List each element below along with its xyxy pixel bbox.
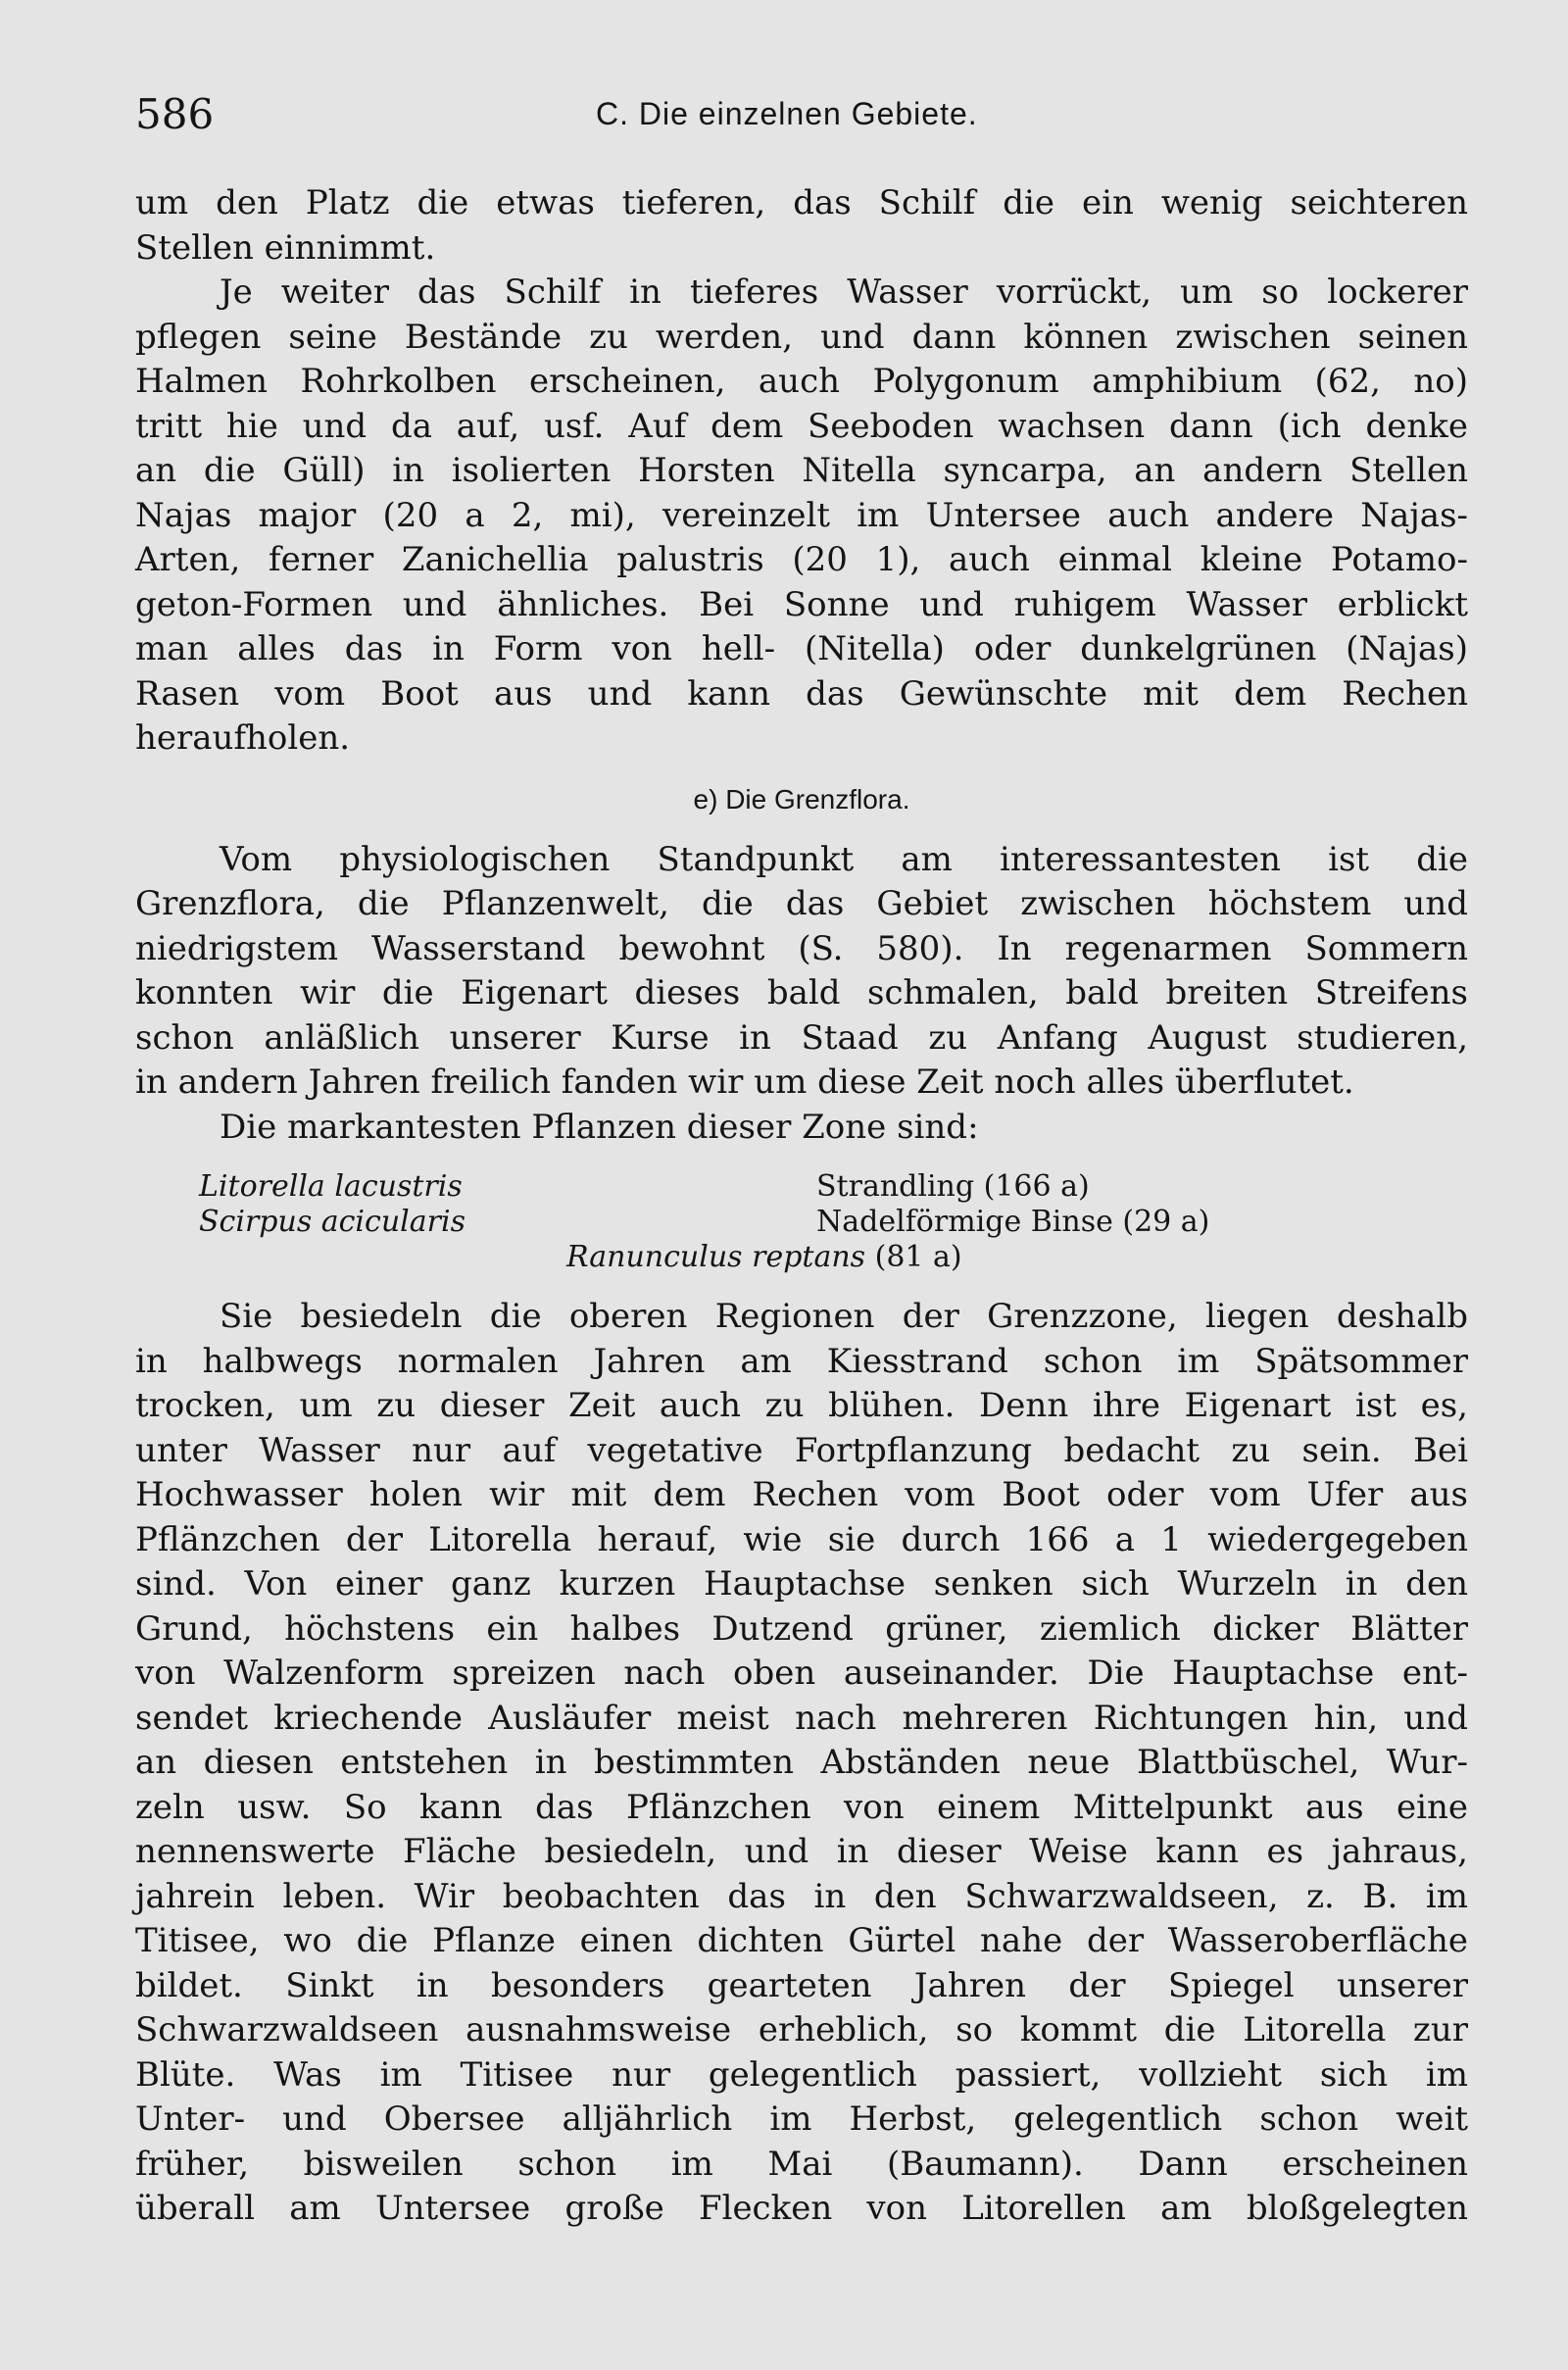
text-line: jahrein leben. Wir beobachten das in den Schwarzwaldseen, z. B. im	[135, 1876, 1468, 1916]
text-line: in andern Jahren freilich fanden wir um diese Zeit noch alles überflutet.	[135, 1062, 1354, 1102]
plant-german-name: Nadelförmige Binse (29 a)	[816, 1205, 1210, 1239]
plant-german-name: Strandling (166 a)	[816, 1169, 1090, 1204]
paragraph-4	[135, 1106, 1468, 1151]
paragraph-3	[135, 838, 1468, 1106]
running-title: C. Die einzelnen Gebiete.	[596, 96, 978, 131]
text-line: Titisee, wo die Pflanze einen dichten Gürtel nahe der Wasseroberfläche	[135, 1921, 1468, 1960]
text-line: Grund, höchstens ein halbes Dutzend grüner, ziemlich dicker Blätter	[135, 1608, 1468, 1649]
text-line: früher, bisweilen schon im Mai (Baumann). Dann erscheinen	[135, 2144, 1468, 2184]
text-line: überall am Untersee große Flecken von Litorellen am bloßgelegten	[135, 2189, 1468, 2228]
plant-row	[135, 1205, 1468, 1240]
plant-latin-name: Scirpus acicularis	[199, 1205, 466, 1239]
text-line: Die markantesten Pflanzen dieser Zone sind:	[220, 1107, 979, 1147]
text-line: sind. Von einer ganz kurzen Hauptachse senken sich Wurzeln in den	[135, 1564, 1468, 1604]
text-line: heraufholen.	[135, 718, 351, 758]
text-line: Arten, ferner Zanichellia palustris (20 1), auch einmal kleine Potamo-	[135, 540, 1468, 579]
text-line: Je weiter das Schilf in tieferes Wasser vorrückt, um so lockerer	[220, 272, 1468, 312]
plant-center-entry	[566, 1240, 962, 1275]
text-line: um den Platz die etwas tieferen, das Schilf die ein wenig seichteren	[135, 183, 1468, 222]
plant-row	[135, 1169, 1468, 1205]
page-header	[135, 90, 1468, 149]
page-number: 586	[135, 90, 215, 138]
text-line: Pflänzchen der Litorella herauf, wie sie durch 166 a 1 wiedergegeben	[135, 1519, 1468, 1559]
text-line: Halmen Rohrkolben erscheinen, auch Polygonum amphibium (62, no)	[135, 362, 1468, 401]
text-line: Blüte. Was im Titisee nur gelegentlich passiert, vollzieht sich im	[135, 2054, 1468, 2095]
text-line: geton-Formen und ähnliches. Bei Sonne und ruhigem Wasser erblickt	[135, 584, 1468, 624]
plant-latin-name: Ranunculus reptans	[566, 1240, 866, 1274]
text-line: Rasen vom Boot aus und kann das Gewünschte mit dem Rechen	[135, 673, 1468, 714]
text-line: Sie besiedeln die oberen Regionen der Grenzzone, liegen deshalb	[220, 1297, 1468, 1336]
section-heading: e) Die Grenzflora.	[693, 783, 910, 815]
text-line: schon anläßlich unserer Kurse in Staad zu Anfang August studieren,	[135, 1017, 1468, 1058]
text-line: zeln usw. So kann das Pflänzchen von einem Mittelpunkt aus eine	[135, 1787, 1468, 1827]
text-line: an die Güll) in isolierten Horsten Nitella syncarpa, an andern Stellen	[135, 451, 1468, 490]
text-line: konnten wir die Eigenart dieses bald schmalen, bald breiten Streifens	[135, 973, 1468, 1012]
paragraph-2	[135, 271, 1468, 762]
text-line: Najas major (20 a 2, mi), vereinzelt im Untersee auch andere Najas-	[135, 495, 1468, 535]
text-line: Grenzflora, die Pflanzenwelt, die das Gebiet zwischen höchstem und	[135, 884, 1468, 923]
text-line: an diesen entstehen in bestimmten Abständen neue Blattbüschel, Wur-	[135, 1743, 1468, 1782]
text-line: niedrigstem Wasserstand bewohnt (S. 580). In regenarmen Sommern	[135, 928, 1468, 968]
text-line: Schwarzwaldseen ausnahmsweise erheblich, so kommt die Litorella zur	[135, 2010, 1468, 2049]
text-line: trocken, um zu dieser Zeit auch zu blühen. Denn ihre Eigenart ist es,	[135, 1386, 1468, 1425]
text-line: Vom physiologischen Standpunkt am interessantesten ist die	[220, 839, 1468, 879]
plant-reference: (81 a)	[874, 1240, 962, 1274]
text-line: in halbwegs normalen Jahren am Kiesstrand schon im Spätsommer	[135, 1341, 1468, 1381]
text-line: Unter- und Obersee alljährlich im Herbst, gelegentlich schon weit	[135, 2099, 1468, 2139]
text-line: Hochwasser holen wir mit dem Rechen vom Boot oder vom Ufer aus	[135, 1475, 1468, 1514]
plant-latin-name: Litorella lacustris	[199, 1169, 463, 1204]
text-line: tritt hie und da auf, usf. Auf dem Seeboden wachsen dann (ich denke	[135, 406, 1468, 446]
text-line: Stellen einnimmt.	[135, 227, 436, 268]
text-line: von Walzenform spreizen nach oben auseinander. Die Hauptachse ent-	[135, 1654, 1468, 1693]
page-body	[135, 181, 1468, 2232]
text-line: nennenswerte Fläche besiedeln, und in dieser Weise kann es jahraus,	[135, 1832, 1468, 1871]
text-line: bildet. Sinkt in besonders gearteten Jahren der Spiegel unserer	[135, 1965, 1468, 2005]
plant-row	[135, 1240, 1468, 1275]
paragraph-1	[135, 181, 1468, 271]
paragraph-5	[135, 1295, 1468, 2232]
text-line: unter Wasser nur auf vegetative Fortpflanzung bedacht zu sein. Bei	[135, 1430, 1468, 1470]
text-line: pflegen seine Bestände zu werden, und dann können zwischen seinen	[135, 317, 1468, 357]
plant-list	[135, 1169, 1468, 1275]
text-line: sendet kriechende Ausläufer meist nach mehreren Richtungen hin, und	[135, 1698, 1468, 1738]
text-line: man alles das in Form von hell- (Nitella) oder dunkelgrünen (Najas)	[135, 629, 1468, 668]
